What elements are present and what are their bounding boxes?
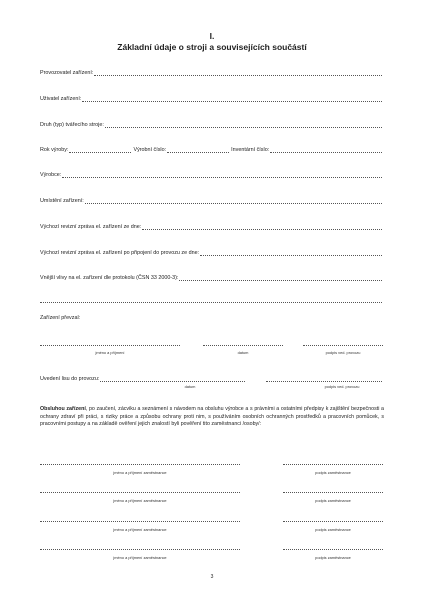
employee-3-signature-caption: podpis zaměstnance — [315, 527, 351, 532]
operators-lead: Obsluhou zařízení — [40, 406, 86, 412]
inventory-field[interactable] — [270, 147, 382, 153]
employee-2-name-line[interactable] — [40, 491, 240, 493]
year-label: Rok výroby: — [40, 147, 69, 153]
employee-4-name-line[interactable] — [40, 548, 240, 550]
commissioning-signature-caption: podpis ved. provozu — [324, 384, 360, 389]
initial-report-date-label: Výchozí revizní zpráva el. zařízení ze dne: — [40, 224, 142, 230]
user-label: Uživatel zařízení: — [40, 96, 82, 102]
year-serial-inventory-row — [40, 145, 382, 153]
machine-type-field[interactable] — [40, 120, 382, 128]
employee-1-signature-caption: podpis zaměstnance — [315, 470, 351, 475]
operators-text: , po zaučení, zácviku a seznámení s návodem na obsluhu výrobce a s právními a ostatními předpisy k zajištění bezpečnosti a ochrany zdraví při práci, s riziky práce a způsobu ochrany proti nim, s používáním osobních ochranných prostředků a pracovních pomůcek, s pracovními postupy a na základě ověření jejich znalostí byli pověření tito zaměstnanci /osoby/: — [40, 406, 384, 428]
employee-2-signature-line[interactable] — [283, 491, 383, 493]
manufacturer-label: Výrobce: — [40, 172, 62, 178]
external-influences-label: Vnější vlivy na el. zařízení dle protokolu (ČSN 33 2000-3): — [40, 275, 179, 281]
takeover-signature-caption: podpis ved. provozu — [325, 350, 361, 355]
takeover-date-caption: datum — [237, 350, 249, 355]
serial-label: Výrobní číslo: — [133, 147, 167, 153]
takeover-date-line[interactable] — [203, 344, 283, 346]
external-influences-field[interactable] — [40, 273, 382, 281]
commissioning-field[interactable] — [40, 374, 382, 382]
serial-field[interactable] — [167, 147, 229, 153]
takeover-name-caption: jméno a příjmení — [95, 350, 125, 355]
operator-label: Provozovatel zařízení: — [40, 70, 94, 76]
commissioning-signature-line[interactable] — [266, 376, 382, 382]
employee-3-signature-line[interactable] — [283, 520, 383, 522]
employee-2-name-caption: jméno a příjmení zaměstnance — [113, 498, 167, 503]
commissioning-date-caption: datum — [184, 384, 196, 389]
location-label: Umístění zařízení: — [40, 198, 84, 204]
initial-report-connection-label: Výchozí revizní zpráva el. zařízení po připojení do provozu ze dne: — [40, 250, 200, 256]
employee-4-signature-line[interactable] — [283, 548, 383, 550]
employee-3-name-caption: jméno a příjmení zaměstnance — [113, 527, 167, 532]
machine-type-label: Druh (typ) tvářecího stroje: — [40, 122, 104, 128]
external-influences-continuation-line[interactable] — [40, 301, 382, 303]
employee-1-signature-line[interactable] — [283, 463, 383, 465]
employee-1-name-line[interactable] — [40, 463, 240, 465]
employee-1-name-caption: jméno a příjmení zaměstnance — [113, 470, 167, 475]
page-title: Základní údaje o stroji a souvisejících součástí — [117, 42, 307, 52]
location-field[interactable] — [40, 196, 382, 204]
takeover-name-line[interactable] — [40, 344, 180, 346]
initial-report-date-field[interactable] — [40, 222, 382, 230]
operators-paragraph — [40, 406, 384, 429]
manufacturer-field[interactable] — [40, 170, 382, 178]
employee-4-name-caption: jméno a příjmení zaměstnance — [113, 555, 167, 560]
user-field[interactable] — [40, 94, 382, 102]
employee-4-signature-caption: podpis zaměstnance — [315, 555, 351, 560]
inventory-label: Inventární číslo: — [231, 147, 270, 153]
commissioning-label: Uvedení lisu do provozu: — [40, 376, 100, 382]
operator-field[interactable] — [40, 68, 382, 76]
year-field[interactable] — [69, 147, 131, 153]
section-number: I. — [209, 31, 215, 41]
initial-report-connection-field[interactable] — [40, 248, 382, 256]
page-number: 3 — [210, 574, 214, 580]
employee-2-signature-caption: podpis zaměstnance — [315, 498, 351, 503]
takeover-signature-line[interactable] — [303, 344, 383, 346]
employee-3-name-line[interactable] — [40, 520, 240, 522]
takeover-label: Zařízení převzal: — [40, 315, 81, 321]
